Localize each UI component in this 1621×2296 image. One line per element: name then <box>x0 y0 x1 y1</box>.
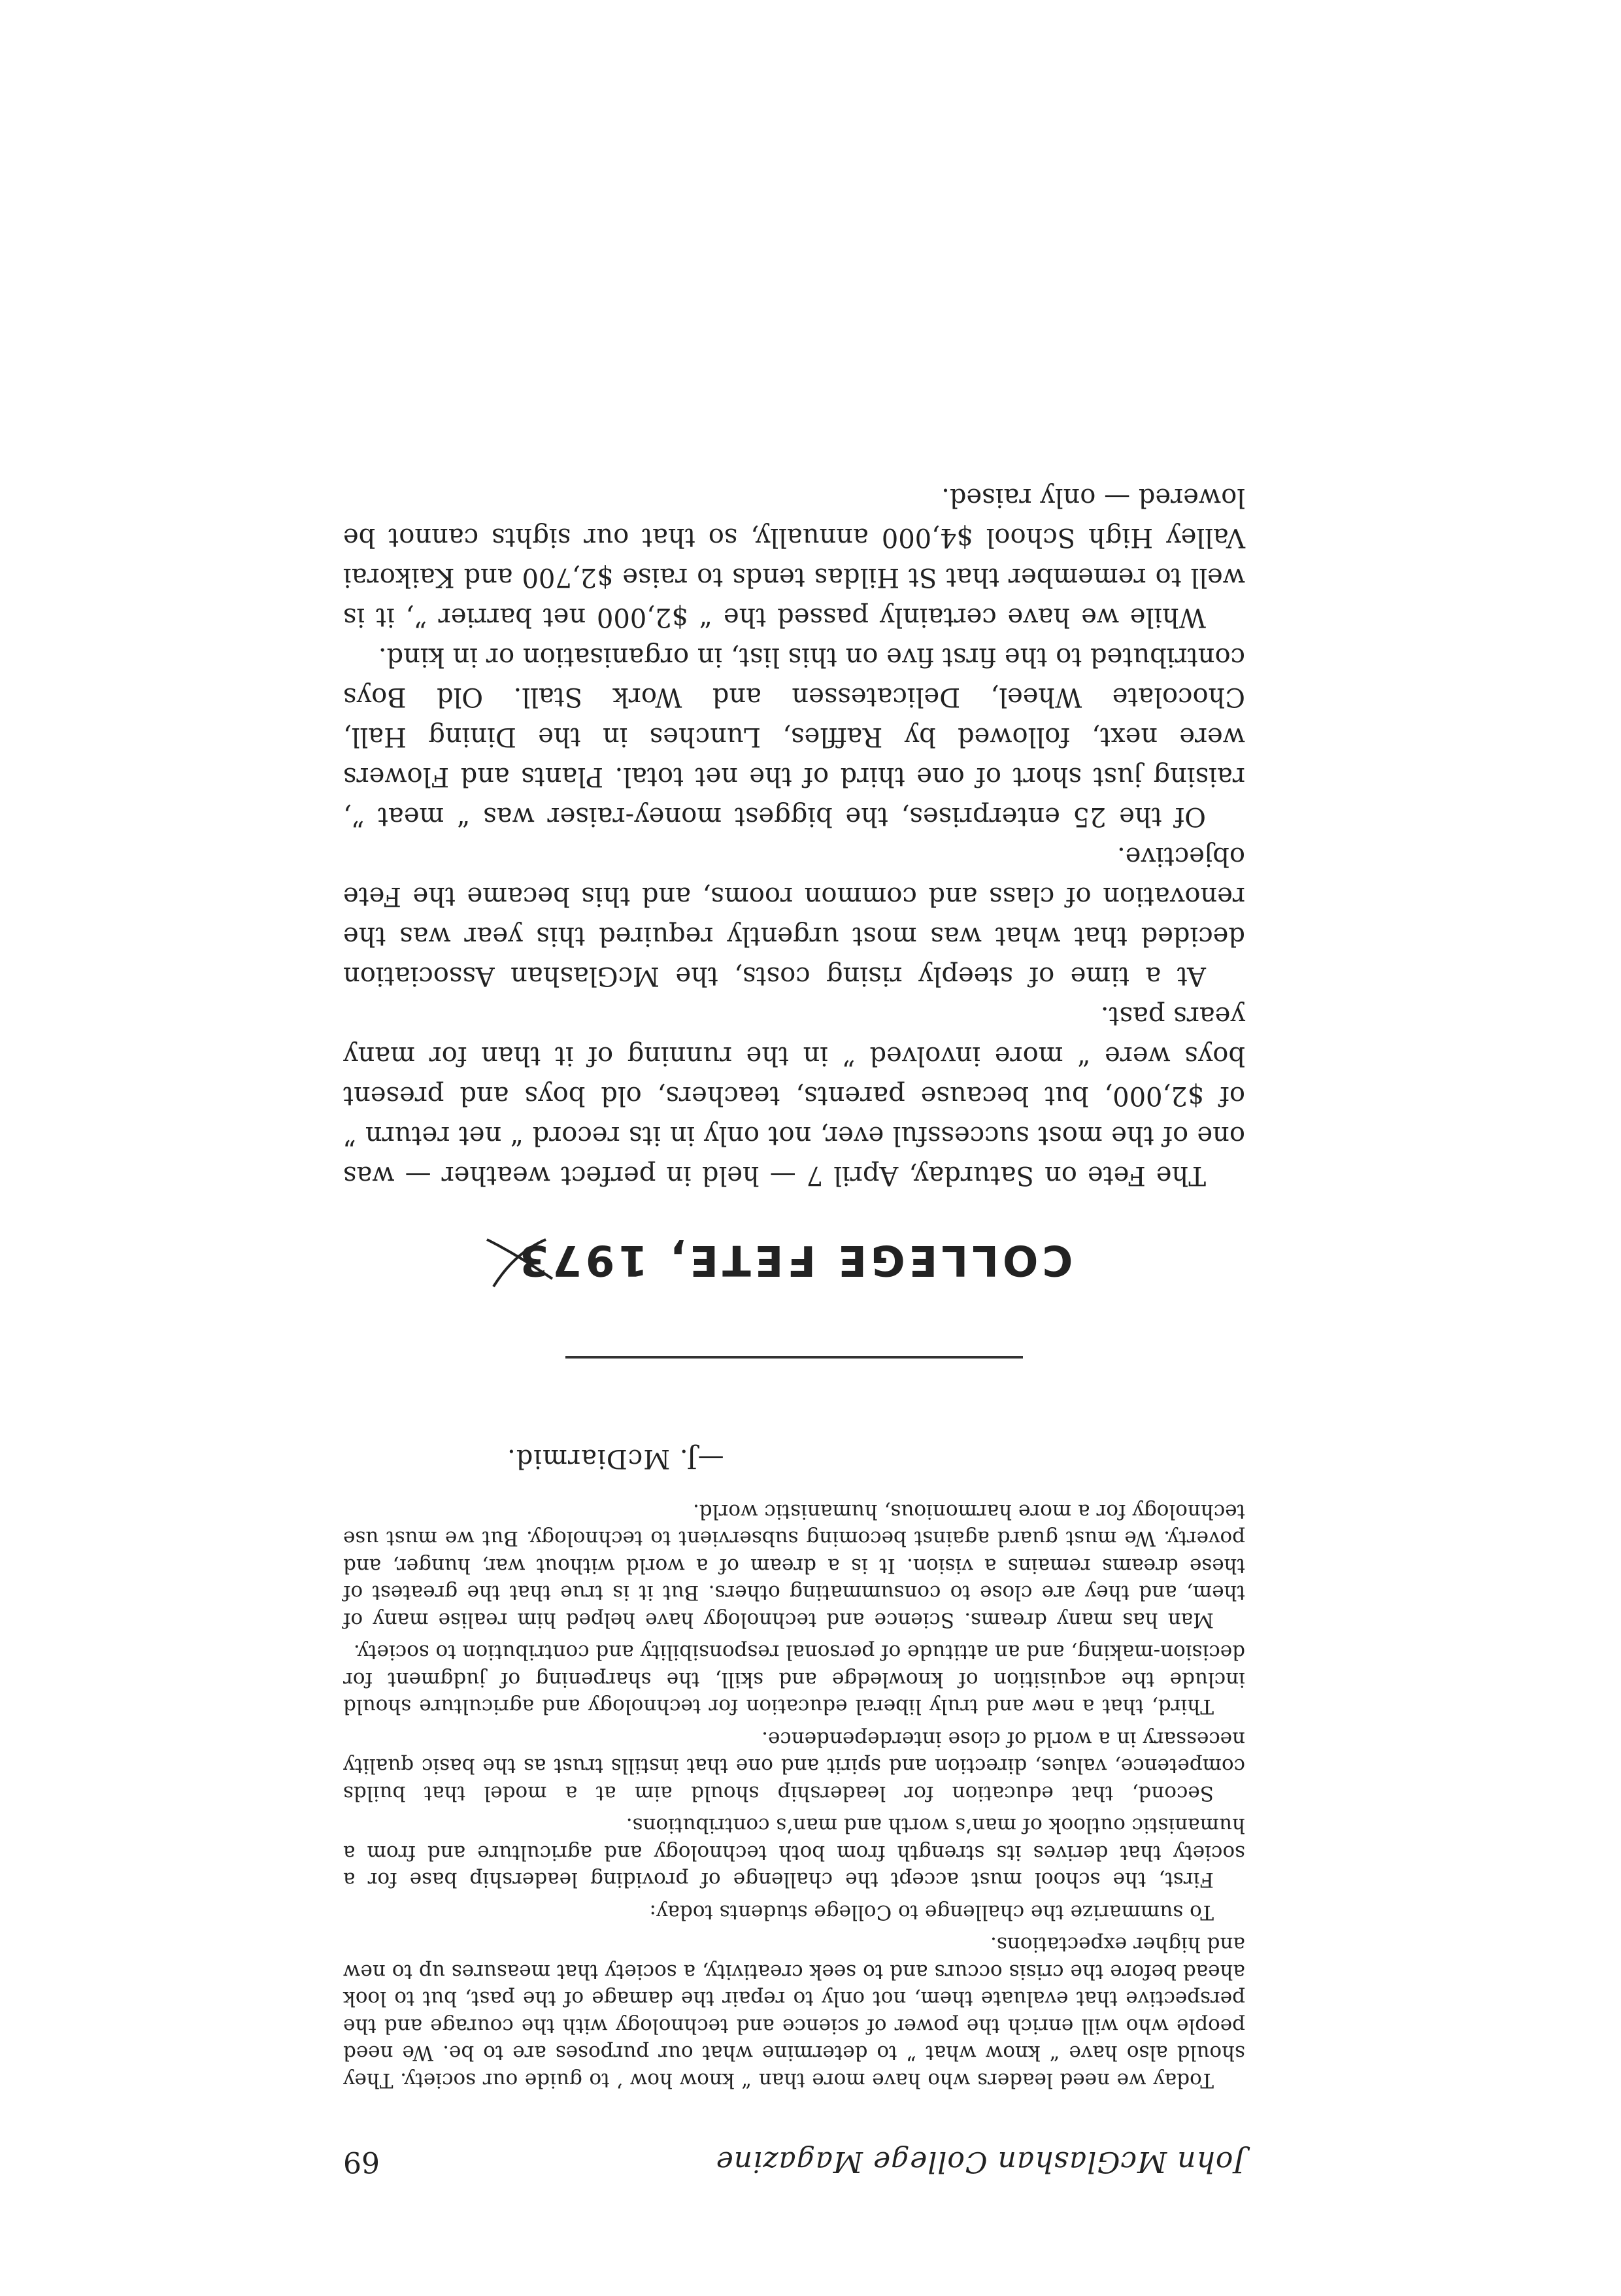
fete-article-title: COLLEGE FETE, 1973 <box>515 1236 1073 1285</box>
fete-paragraph: Of the 25 enterprises, the biggest money-raiser was “ meat ”, raising just short of one third of the net total. Plants and Flowers were next, followed by Raffles, Lunches in the Dining Hall, Chocolate Wheel, Delicatessen and Work Stall. Old Boys contributed to the first five on this list, in organisation or in kind. <box>343 642 1245 832</box>
fete-heading-row <box>343 1226 1245 1285</box>
handwritten-x-mark <box>480 1234 559 1292</box>
fete-paragraph: At a time of steeply rising costs, the McGlashan Association decided that what was most urgently required this year was the renovation of class and common rooms, and this became the Fete objective. <box>343 841 1245 992</box>
page-content <box>343 478 1245 2179</box>
article-paragraph: Second, that education for leadership should aim at a model that builds competence, values, direction and spirit and one that instills trust as the basic quality necessary in a world of close interdependence. <box>343 1727 1245 1805</box>
page-number: 69 <box>343 2145 380 2178</box>
article-paragraph: Man has many dreams. Science and technology have helped him realise many of them, and they are close to consummating others. But it is true that the greatest of these dreams remains a vision. It is a dream of a world without war, hunger, and poverty. We must guard against becoming subservient to technology. But we must use technology for a more harmonious, humanistic world. <box>343 1500 1245 1632</box>
magazine-title: John McGlashan College Magazine <box>715 2145 1245 2178</box>
section-divider <box>565 1357 1023 1359</box>
article-paragraph: Today we need leaders who have more than “ know how ’ to guide our society. They should also have “ know what ” to determine what our purposes are to be. We need people who will enrich the power of science and technology with the courage and the perspective that evaluate them, not only to repair the damage of the past, but to look ahead before the crisis occurs and to seek creativity, a society that measures up to new and higher expectations. <box>343 1933 1245 2092</box>
page-header <box>343 2106 1245 2178</box>
fete-paragraph: The Fete on Saturday, April 7 — held in perfect weather — was one of the most successful ever, not only in its record “ net return ” of $2,000, but because parents, teachers, old boys and present boys were “ more involved ” in the running of it than for many years past. <box>343 1001 1245 1191</box>
article-paragraph: Third, that a new and truly liberal education for technology and agriculture should include the acquisition of knowledge and skill, the sharpening of judgment for decision-making, and an attitude of personal responsibility and contribution to society. <box>343 1640 1245 1719</box>
fete-paragraph: While we have certainly passed the “ $2,000 net barrier ”, it is well to remember that St Hildas tends to raise $2,700 and Kaikorai Valley High School $4,000 annually, so that our sights cannot be lowered — only raised. <box>343 482 1245 633</box>
author-signature: —J. McDiarmid. <box>507 1443 724 1474</box>
fete-article <box>343 478 1245 1196</box>
leadership-article <box>343 1444 1245 2094</box>
article-paragraph: First, the school must accept the challenge of providing leadership base for a society that derives its strength from both technology and agriculture and from a humanistic outlook of man’s worth and man’s contributions. <box>343 1814 1245 1892</box>
article-paragraph: To summarize the challenge to College students today: <box>649 1900 1214 1924</box>
